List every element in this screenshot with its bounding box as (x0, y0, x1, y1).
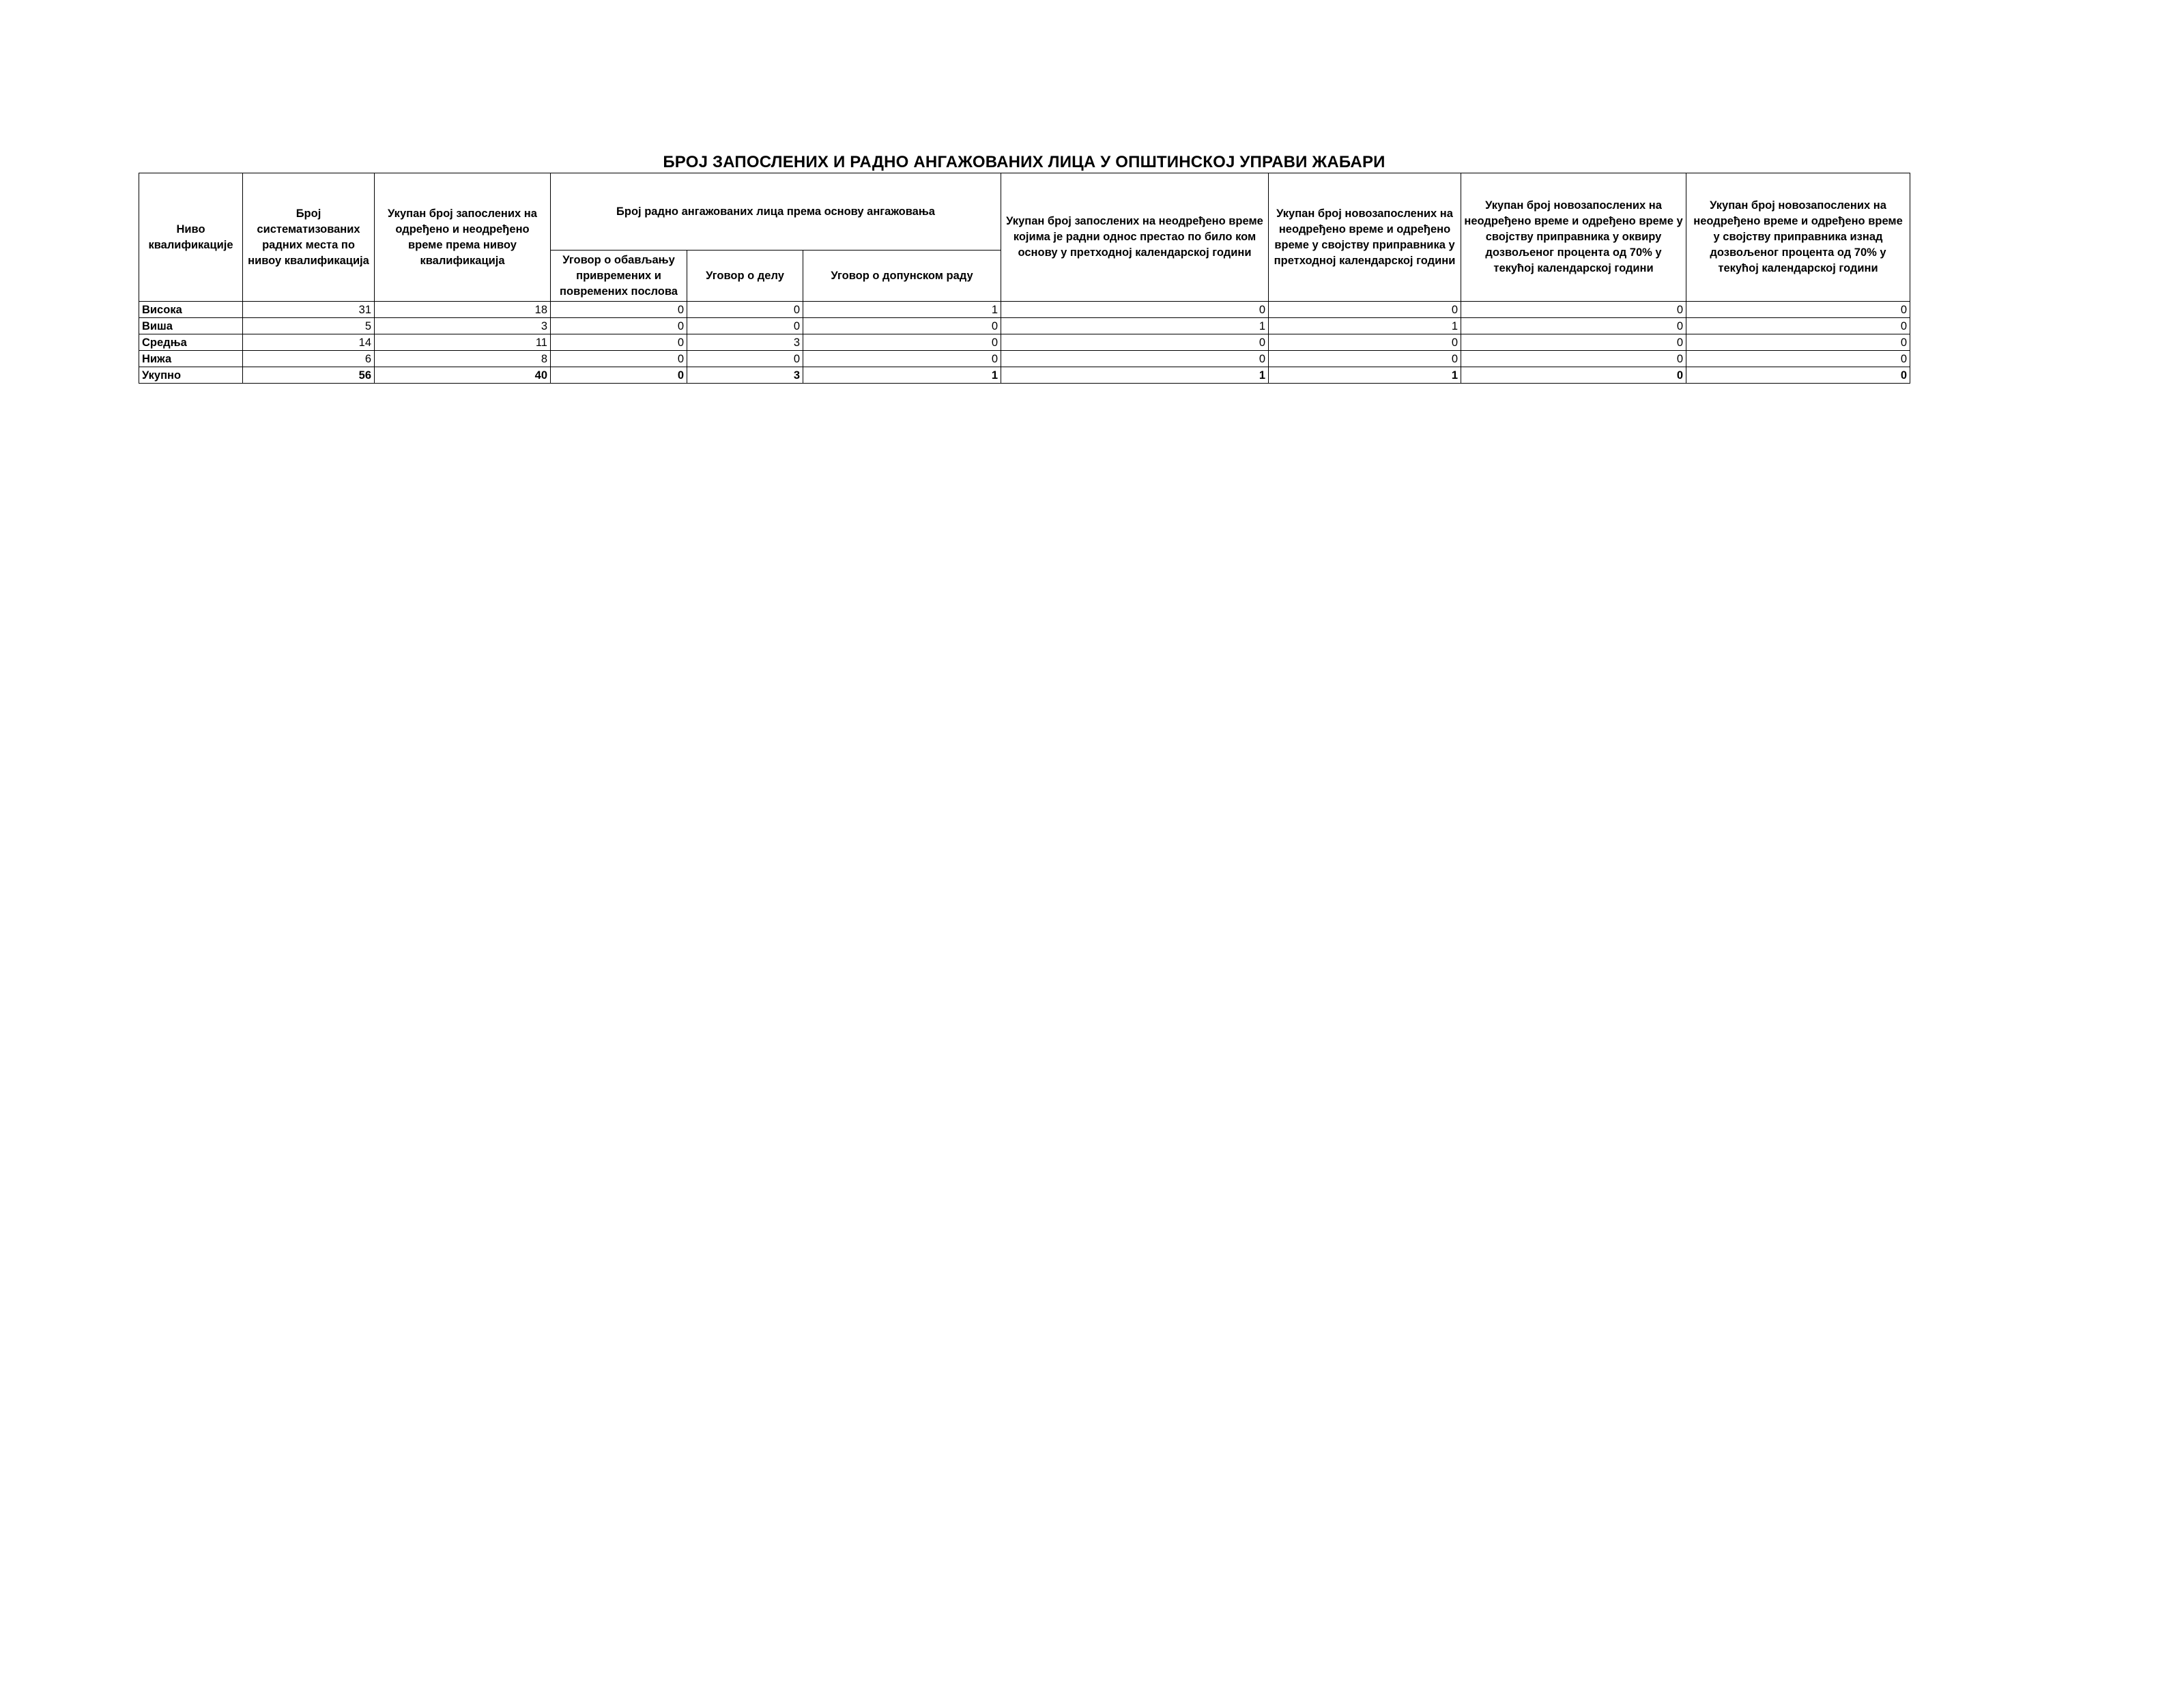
table-cell: 14 (243, 334, 375, 351)
header-temporary: Уговор о обављању привремених и повремених послова (551, 251, 687, 302)
table-cell: 18 (375, 302, 551, 318)
table-cell: 0 (1001, 334, 1269, 351)
total-cell: 1 (803, 367, 1001, 384)
header-terminated: Укупан број запослених на неодређено време којима је радни однос престао по било ком основу у претходној календарској години (1001, 173, 1269, 302)
table-cell: 0 (1269, 302, 1461, 318)
table-cell: 1 (1269, 318, 1461, 334)
total-cell: 0 (551, 367, 687, 384)
total-label: Укупно (139, 367, 243, 384)
table-cell: 0 (803, 318, 1001, 334)
table-cell: 0 (1269, 334, 1461, 351)
table-cell: 1 (803, 302, 1001, 318)
row-label: Виша (139, 318, 243, 334)
table-cell: 0 (1686, 318, 1910, 334)
table-row (139, 351, 1910, 367)
table-cell: 3 (375, 318, 551, 334)
table-cell: 0 (687, 302, 803, 318)
table-cell: 0 (687, 318, 803, 334)
header-supplementary: Уговор о допунском раду (803, 251, 1001, 302)
table-cell: 0 (1001, 302, 1269, 318)
row-label: Средња (139, 334, 243, 351)
table-cell: 0 (1461, 318, 1686, 334)
table-row (139, 302, 1910, 318)
page-title: БРОЈ ЗАПОСЛЕНИХ И РАДНО АНГАЖОВАНИХ ЛИЦА У ОПШТИНСКОЈ УПРАВИ ЖАБАРИ (663, 153, 1385, 171)
table-cell: 8 (375, 351, 551, 367)
header-new-above-70: Укупан број новозапослених на неодређено време и одређено време у својству приправника изнад дозвољеног процента од 70% у текућој календарској години (1686, 173, 1910, 302)
total-cell: 1 (1269, 367, 1461, 384)
table-cell: 3 (687, 334, 803, 351)
header-new-prev-year: Укупан број новозапослених на неодређено време и одређено време у својству приправника у претходној календарској години (1269, 173, 1461, 302)
table-cell: 5 (243, 318, 375, 334)
table-cell: 1 (1001, 318, 1269, 334)
total-cell: 40 (375, 367, 551, 384)
total-cell: 1 (1001, 367, 1269, 384)
table-cell: 0 (803, 351, 1001, 367)
table-cell: 0 (551, 351, 687, 367)
header-level: Ниво квалификације (139, 173, 243, 302)
table-cell: 0 (551, 302, 687, 318)
table-cell: 0 (687, 351, 803, 367)
table-cell: 11 (375, 334, 551, 351)
table-cell: 0 (1461, 351, 1686, 367)
header-engaged-group: Број радно ангажованих лица према основу ангажовања (551, 173, 1001, 251)
table-cell: 0 (1686, 302, 1910, 318)
total-cell: 0 (1461, 367, 1686, 384)
total-row (139, 367, 1910, 384)
table-cell: 0 (551, 334, 687, 351)
table-cell: 0 (1461, 334, 1686, 351)
header-new-within-70: Укупан број новозапослених на неодређено време и одређено време у својству приправника у оквиру дозвољеног процента од 70% у текућој календарској години (1461, 173, 1686, 302)
table-cell: 31 (243, 302, 375, 318)
table-cell: 0 (1686, 351, 1910, 367)
table-row (139, 318, 1910, 334)
table-cell: 0 (1686, 334, 1910, 351)
total-cell: 3 (687, 367, 803, 384)
header-positions: Број систематизованих радних места по нивоу квалификација (243, 173, 375, 302)
employee-table (139, 173, 1910, 384)
table-row (139, 334, 1910, 351)
table-cell: 6 (243, 351, 375, 367)
table-cell: 0 (803, 334, 1001, 351)
header-work-contract: Уговор о делу (687, 251, 803, 302)
row-label: Висока (139, 302, 243, 318)
table-cell: 0 (1269, 351, 1461, 367)
header-total-employed: Укупан број запослених на одређено и неодређено време према нивоу квалификација (375, 173, 551, 302)
table-cell: 0 (1001, 351, 1269, 367)
table-cell: 0 (1461, 302, 1686, 318)
table-cell: 0 (551, 318, 687, 334)
row-label: Нижа (139, 351, 243, 367)
total-cell: 56 (243, 367, 375, 384)
total-cell: 0 (1686, 367, 1910, 384)
